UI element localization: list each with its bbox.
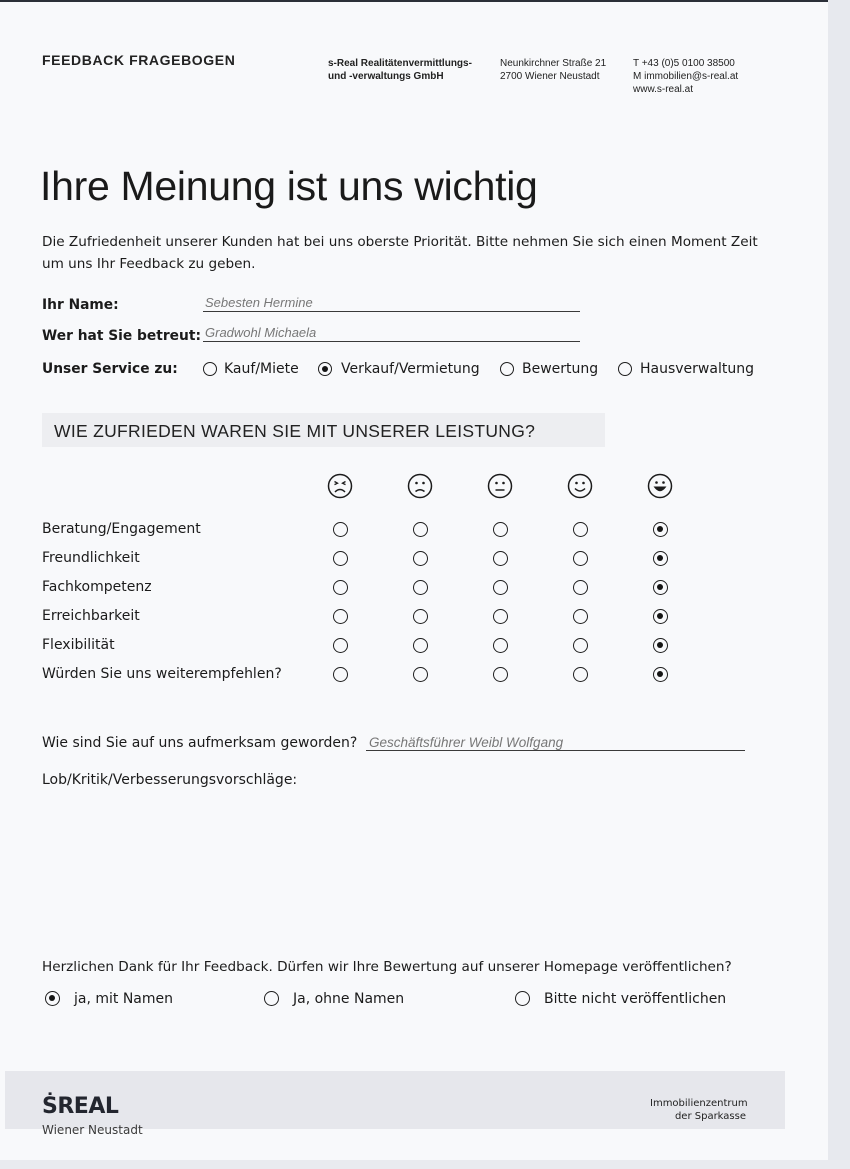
unhappy-face-icon xyxy=(407,473,433,499)
company-name: s-Real Realitätenvermittlungs- und -verwaltungs GmbH xyxy=(328,58,472,82)
rating-row-label: Fachkompetenz xyxy=(42,579,152,595)
name-field[interactable]: Sebesten Hermine xyxy=(205,295,313,310)
source-label: Wie sind Sie auf uns aufmerksam geworden? xyxy=(42,735,358,751)
service-radio-verkauf-vermietung[interactable] xyxy=(318,362,332,376)
rating-radio[interactable] xyxy=(573,522,588,537)
publish-radio-do-not-publish[interactable] xyxy=(515,991,530,1006)
rating-radio[interactable] xyxy=(573,609,588,624)
scan-edge xyxy=(828,0,850,1169)
company-address: Neunkirchner Straße 21 2700 Wiener Neustadt xyxy=(500,58,607,82)
very-happy-face-icon xyxy=(647,473,673,499)
publish-option-label: ja, mit Namen xyxy=(74,991,174,1007)
rating-radio[interactable] xyxy=(573,638,588,653)
scan-edge xyxy=(0,1160,850,1169)
scan-edge xyxy=(0,0,850,2)
rating-radio[interactable] xyxy=(493,580,508,595)
rating-radio[interactable] xyxy=(653,638,668,653)
service-option-label: Bewertung xyxy=(522,361,599,377)
advisor-field-line xyxy=(203,341,580,342)
rating-radio[interactable] xyxy=(413,609,428,624)
rating-row-label: Erreichbarkeit xyxy=(42,608,140,624)
name-field-line xyxy=(203,311,580,312)
rating-row-label: Flexibilität xyxy=(42,637,115,653)
rating-radio[interactable] xyxy=(493,551,508,566)
rating-row-label: Beratung/Engagement xyxy=(42,521,201,537)
company-contact: T +43 (0)5 0100 38500 M immobilien@s-real.at www.s-real.at xyxy=(633,58,739,95)
rating-radio[interactable] xyxy=(573,580,588,595)
rating-radio[interactable] xyxy=(413,522,428,537)
rating-radio[interactable] xyxy=(493,609,508,624)
sreal-logo: ṠREAL xyxy=(42,1094,119,1119)
rating-row-label: Freundlichkeit xyxy=(42,550,140,566)
service-radio-hausverwaltung[interactable] xyxy=(618,362,632,376)
rating-radio[interactable] xyxy=(653,522,668,537)
publish-option-label: Bitte nicht veröffentlichen xyxy=(544,991,727,1007)
logo-subtitle: Wiener Neustadt xyxy=(42,1123,143,1137)
rating-radio[interactable] xyxy=(333,609,348,624)
rating-radio[interactable] xyxy=(573,667,588,682)
rating-radio[interactable] xyxy=(493,667,508,682)
service-label: Unser Service zu: xyxy=(42,361,178,377)
publish-radio-without-name[interactable] xyxy=(264,991,279,1006)
advisor-label: Wer hat Sie betreut: xyxy=(42,328,201,344)
very-unhappy-face-icon xyxy=(327,473,353,499)
source-field-line xyxy=(366,750,745,751)
advisor-field[interactable]: Gradwohl Michaela xyxy=(205,325,317,340)
intro-text: Die Zufriedenheit unserer Kunden hat bei uns oberste Priorität. Bitte nehmen Sie sich einen Moment Zeit um uns Ihr Feedback zu geben. xyxy=(42,234,758,272)
service-radio-kauf-miete[interactable] xyxy=(203,362,217,376)
rating-radio[interactable] xyxy=(413,580,428,595)
rating-radio[interactable] xyxy=(653,551,668,566)
publish-radio-with-name[interactable] xyxy=(45,991,60,1006)
rating-radio[interactable] xyxy=(653,580,668,595)
section-title: WIE ZUFRIEDEN WAREN SIE MIT UNSERER LEISTUNG? xyxy=(54,421,536,441)
rating-radio[interactable] xyxy=(333,522,348,537)
service-option-label: Verkauf/Vermietung xyxy=(341,361,480,377)
rating-radio[interactable] xyxy=(333,580,348,595)
neutral-face-icon xyxy=(487,473,513,499)
rating-radio[interactable] xyxy=(413,638,428,653)
rating-radio[interactable] xyxy=(653,667,668,682)
publish-question: Herzlichen Dank für Ihr Feedback. Dürfen wir Ihre Bewertung auf unserer Homepage veröffentlichen? xyxy=(42,959,732,975)
service-option-label: Hausverwaltung xyxy=(640,361,754,377)
publish-option-label: Ja, ohne Namen xyxy=(293,991,405,1007)
happy-face-icon xyxy=(567,473,593,499)
rating-row-label: Würden Sie uns weiterempfehlen? xyxy=(42,666,282,682)
form-type-title: FEEDBACK FRAGEBOGEN xyxy=(42,52,236,68)
rating-radio[interactable] xyxy=(333,638,348,653)
rating-radio[interactable] xyxy=(413,667,428,682)
rating-radio[interactable] xyxy=(493,638,508,653)
rating-radio[interactable] xyxy=(573,551,588,566)
service-option-label: Kauf/Miete xyxy=(224,361,299,377)
source-field[interactable]: Geschäftsführer Weibl Wolfgang xyxy=(369,735,564,750)
service-radio-bewertung[interactable] xyxy=(500,362,514,376)
name-label: Ihr Name: xyxy=(42,297,119,313)
comments-field[interactable] xyxy=(42,795,742,935)
footer-tagline: Immobilienzentrum der Sparkasse xyxy=(650,1098,748,1122)
rating-radio[interactable] xyxy=(333,667,348,682)
rating-radio[interactable] xyxy=(413,551,428,566)
comments-label: Lob/Kritik/Verbesserungsvorschläge: xyxy=(42,772,298,788)
rating-radio[interactable] xyxy=(493,522,508,537)
rating-radio[interactable] xyxy=(333,551,348,566)
page-headline: Ihre Meinung ist uns wichtig xyxy=(40,163,538,209)
rating-radio[interactable] xyxy=(653,609,668,624)
